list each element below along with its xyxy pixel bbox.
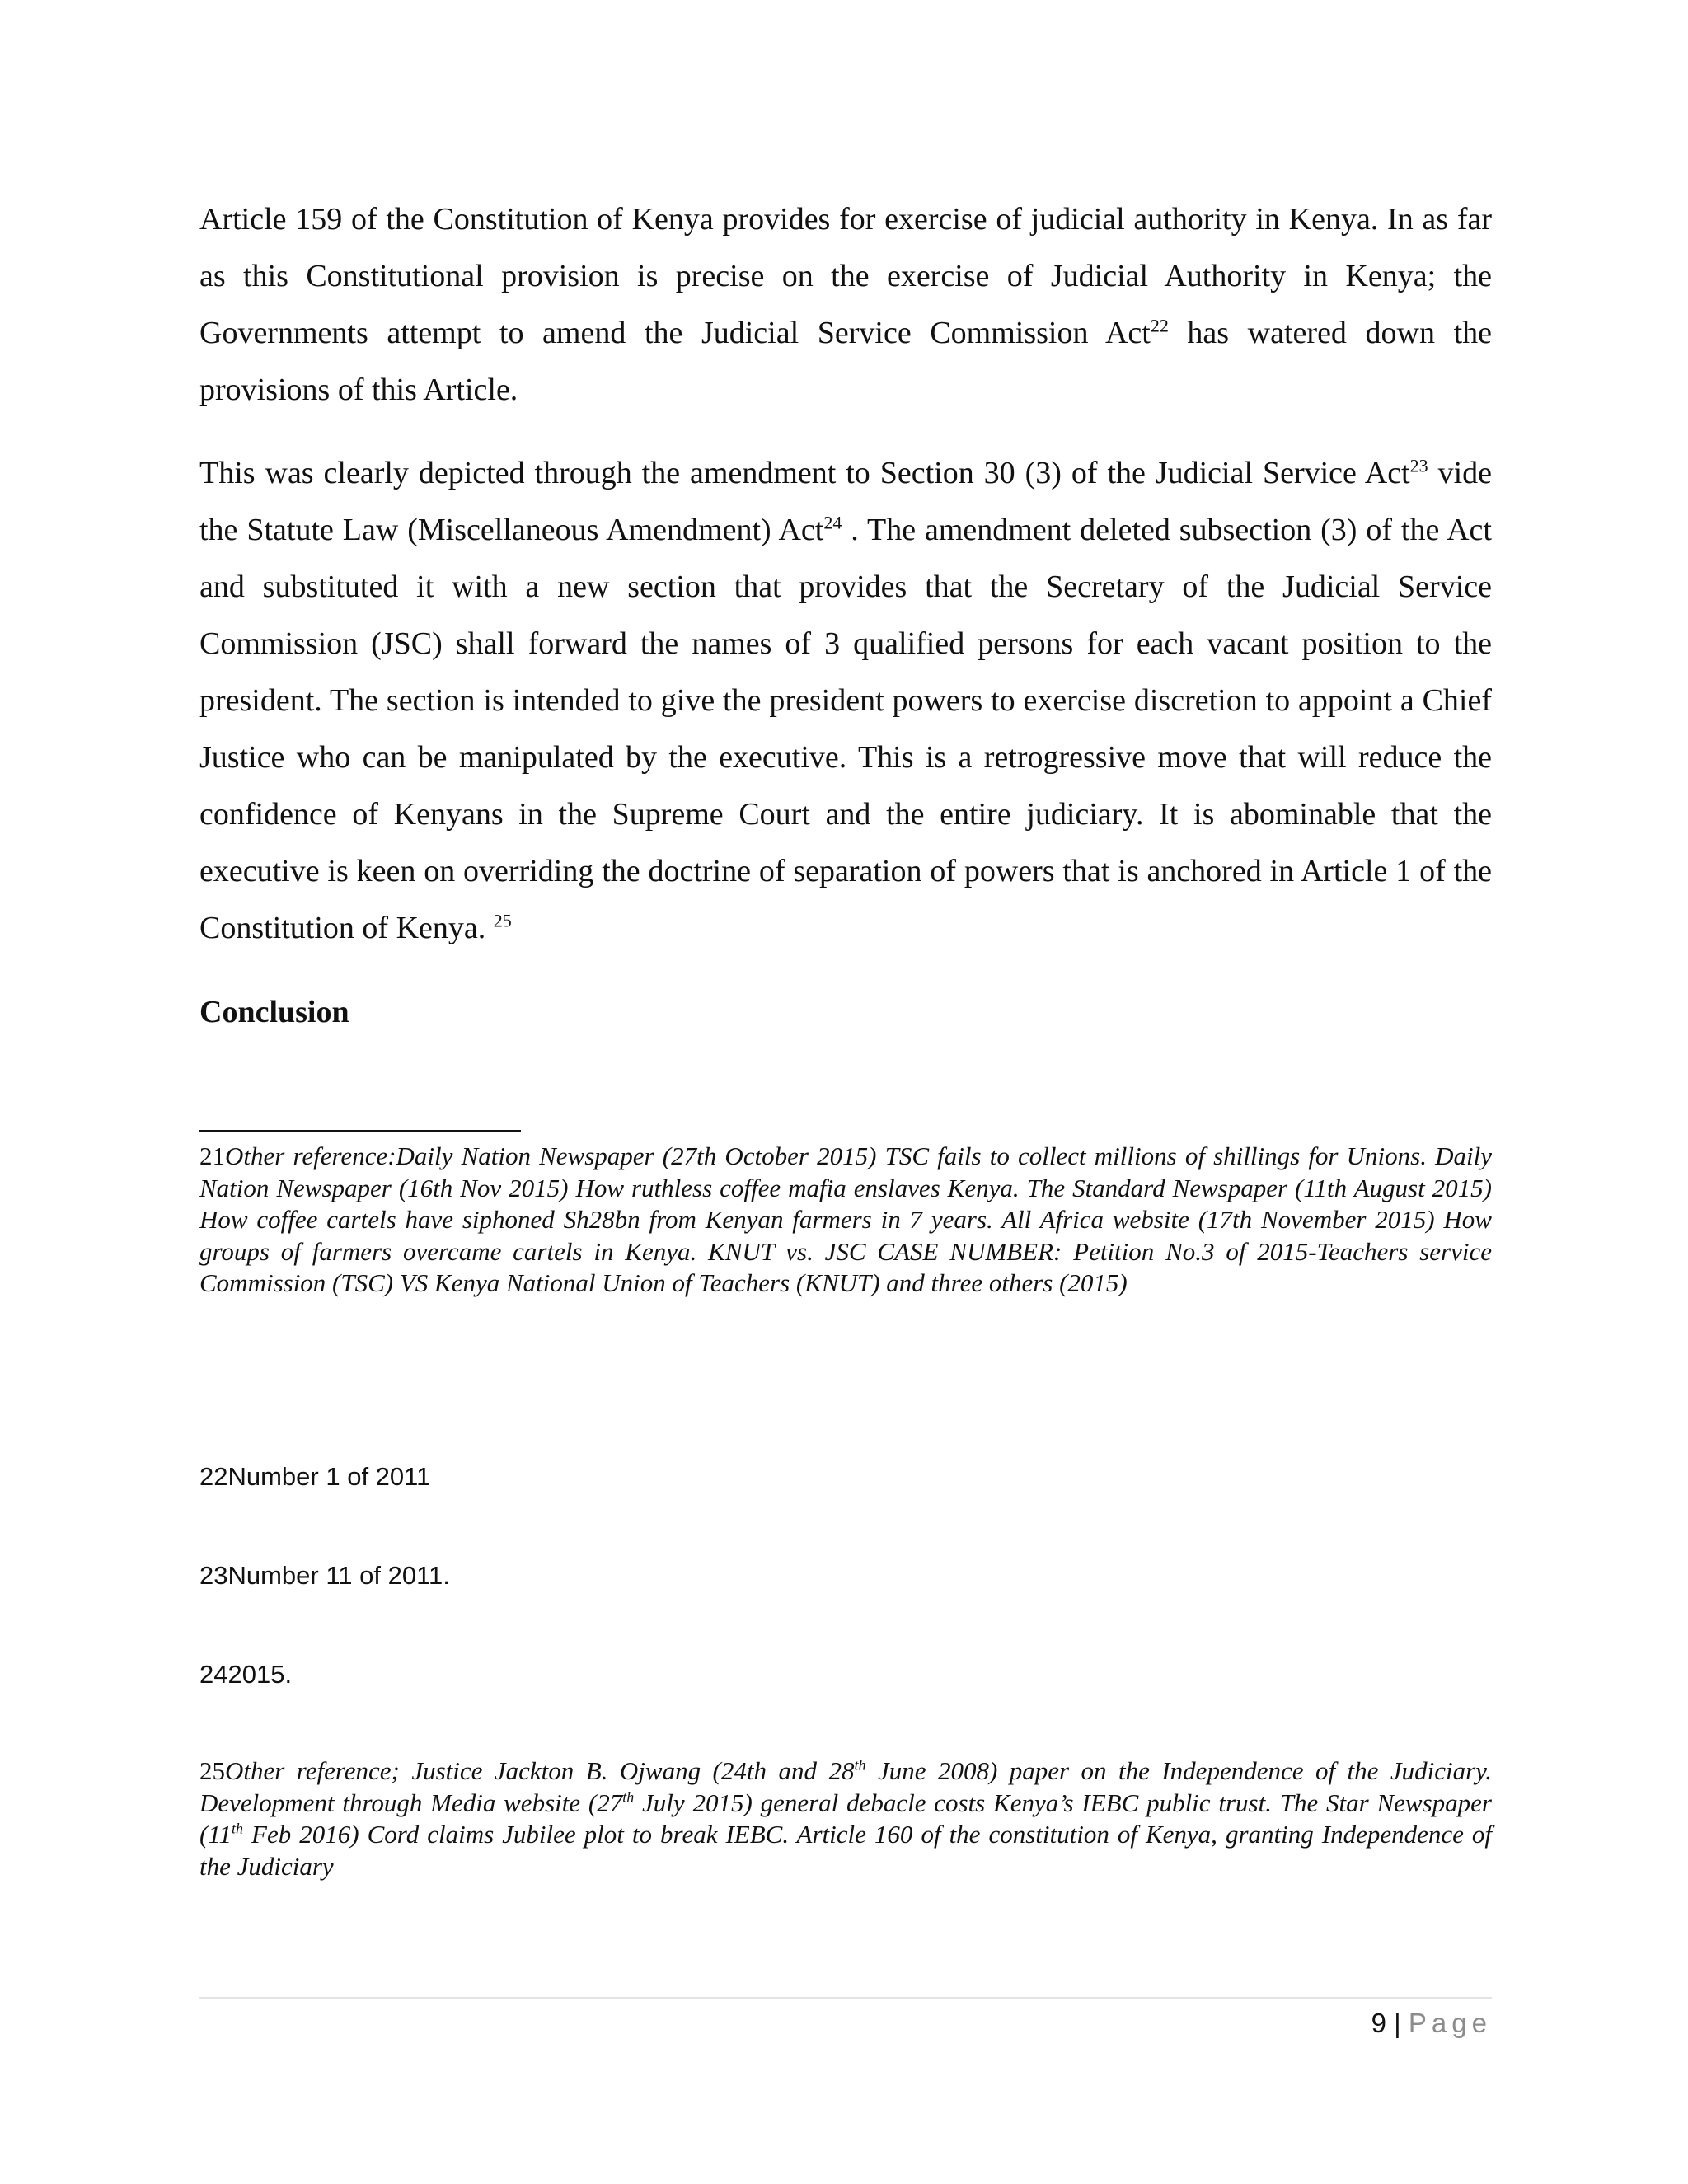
footnote-21 xyxy=(199,1141,1492,1300)
page-label: Page xyxy=(1408,2008,1492,2038)
footnote-25-text-c: July 2015) general debacle costs Kenya’s IEBC public trust. The Star Newspaper (11 xyxy=(199,1788,1492,1849)
page-number: 9 xyxy=(1371,2008,1386,2038)
footnote-ref-24[interactable]: 24 xyxy=(823,512,842,533)
paragraph-1-text-a: Article 159 of the Constitution of Kenya provides for exercise of judicial authority in Kenya. In as far as this Constitutional provision is precise on the exercise of Judicial Authority in Kenya; the Governments attempt to amend the Judicial Service Commission Act xyxy=(199,202,1492,350)
footnote-ref-23[interactable]: 23 xyxy=(1409,455,1428,476)
footnote-21-number: 21 xyxy=(199,1141,225,1170)
page-footer xyxy=(1372,2005,1492,2041)
footnote-25-text-a: Other reference; Justice Jackton B. Ojwang (24th and 28 xyxy=(225,1756,855,1785)
footnote-25-ordinal-1: th xyxy=(854,1756,866,1774)
footnote-25-ordinal-2: th xyxy=(622,1788,635,1806)
paragraph-1-text-b: has watered down the provisions of this Article. xyxy=(199,316,1492,407)
footnote-separator xyxy=(199,1130,521,1132)
paragraph-2-text-b: vide the Statute Law (Miscellaneous Amendment) Act xyxy=(199,456,1492,547)
body-paragraph-1 xyxy=(199,191,1492,419)
section-heading-conclusion: Conclusion xyxy=(199,995,349,1029)
footnote-21-text: Other reference:Daily Nation Newspaper (27th October 2015) TSC fails to collect millions of shillings for Unions. Daily Nation Newspaper (16th Nov 2015) How ruthless coffee mafia enslaves Kenya. The Standard Newspaper (11th August 2015) How coffee cartels have siphoned Sh28bn from Kenyan farmers in 7 years. All Africa website (17th November 2015) How groups of farmers overcame cartels in Kenya. KNUT vs. JSC CASE NUMBER: Petition No.3 of 2015-Teachers service Commission (TSC) VS Kenya National Union of Teachers (KNUT) and three others (2015) xyxy=(199,1141,1492,1297)
footer-divider xyxy=(199,1997,1492,1999)
footnote-ref-25[interactable]: 25 xyxy=(493,910,512,931)
footnote-25-number: 25 xyxy=(199,1756,225,1785)
footer-separator: | xyxy=(1386,2008,1409,2038)
paragraph-2-text-c: . The amendment deleted subsection (3) of the Act and substituted it with a new section that provides that the Secretary of the Judicial Service Commission (JSC) shall forward the names of 3 qualified persons for each vacant position to the president. The section is intended to give the president powers to exercise discretion to appoint a Chief Justice who can be manipulated by the executive. This is a retrogressive move that will reduce the confidence of Kenyans in the Supreme Court and the entire judiciary. It is abominable that the executive is keen on overriding the doctrine of separation of powers that is anchored in Article 1 of the Constitution of Kenya. xyxy=(199,513,1492,945)
footnote-25-text-d: Feb 2016) Cord claims Jubilee plot to break IEBC. Article 160 of the constitution of Kenya, granting Independence of the Judiciary xyxy=(199,1820,1492,1881)
body-paragraph-2 xyxy=(199,445,1492,957)
footnote-25-ordinal-3: th xyxy=(232,1820,244,1837)
footnote-24: 242015. xyxy=(199,1660,293,1689)
footnote-23: 23Number 11 of 2011. xyxy=(199,1561,450,1590)
footnote-22: 22Number 1 of 2011 xyxy=(199,1462,431,1491)
footnote-25-text-b: June 2008) paper on the Independence of the Judiciary. Development through Media website (27 xyxy=(199,1756,1493,1817)
footnote-ref-22[interactable]: 22 xyxy=(1150,315,1169,336)
footnote-25 xyxy=(199,1755,1492,1882)
paragraph-2-text-a: This was clearly depicted through the amendment to Section 30 (3) of the Judicial Service Act xyxy=(199,456,1410,490)
